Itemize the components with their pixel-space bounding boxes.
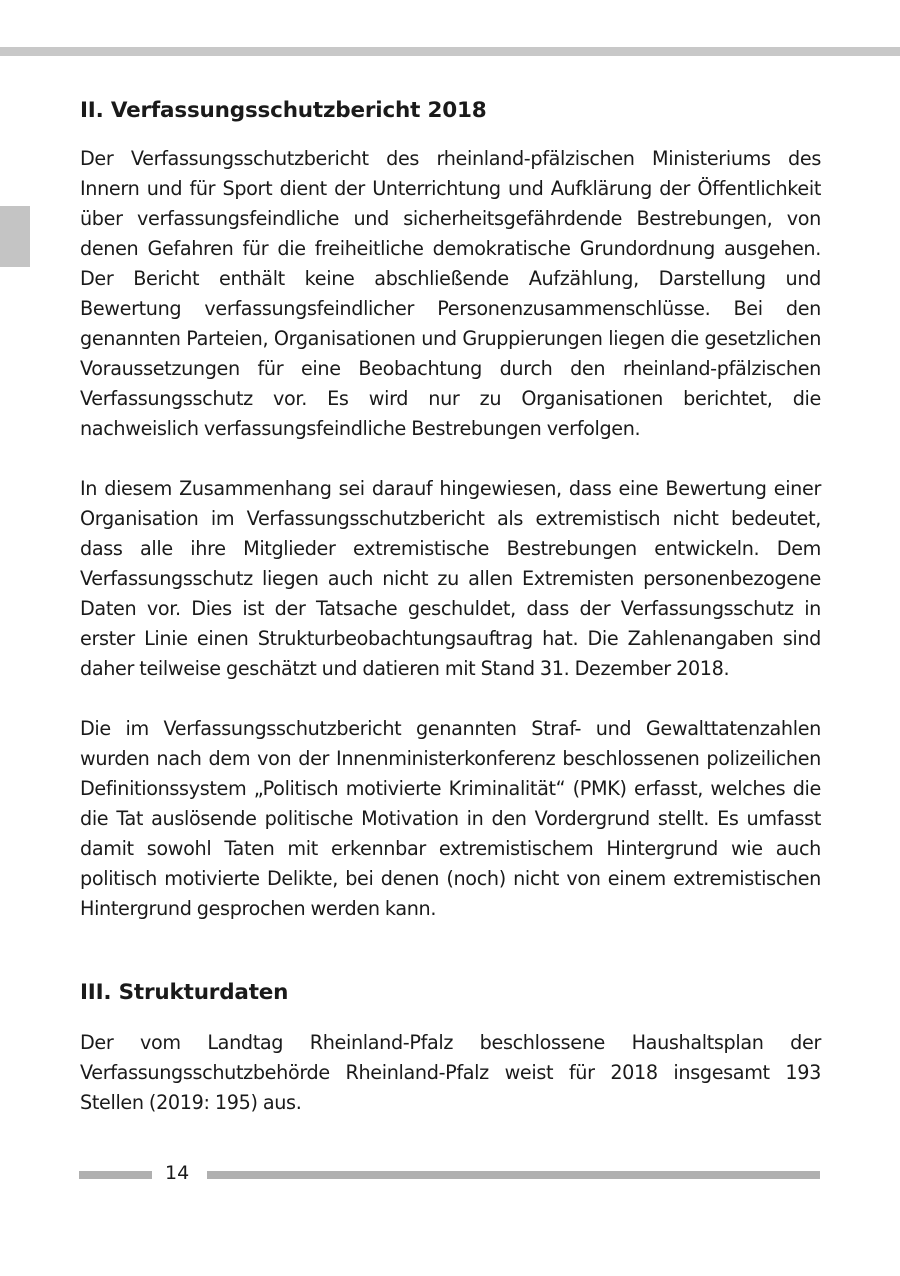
paragraph-pmk-definition: Die im Verfassungsschutzbericht genannten Straf- und Gewalttatenzahlen wurden nach dem von der Innenministerkonferenz beschlossenen polizeilichen Definitionssystem „Politisch motivierte Kriminalität“ (PMK) erfasst, welches die die Tat auslösende politische Motivation in den Vordergrund stellt. Es umfasst damit sowohl Taten mit erkennbar extremistischem Hintergrund wie auch politisch motivierte Delikte, bei denen (noch) nicht von einem extremistischen Hintergrund gesprochen werden kann. [80, 717, 821, 920]
section-heading-strukturdaten: III. Strukturdaten [80, 980, 289, 1005]
footer-rule-right [207, 1171, 820, 1179]
page-content [80, 92, 821, 1118]
page-number: 14 [165, 1162, 190, 1184]
paragraph-extremism-note: In diesem Zusammenhang sei darauf hingewiesen, dass eine Bewertung einer Organisation im Verfassungsschutzbericht als extremistisch nicht bedeutet, dass alle ihre Mitglieder extremistische Bestrebungen entwickeln. Dem Verfassungsschutz liegen auch nicht zu allen Extremisten personenbezogene Daten vor. Dies ist der Tatsache geschuldet, dass der Verfassungsschutz in erster Linie einen Strukturbeobachtungsauftrag hat. Die Zahlenangaben sind daher teilweise geschätzt und datieren mit Stand 31. Dezember 2018. [80, 477, 821, 680]
top-rule [0, 47, 900, 56]
paragraph-purpose: Der Verfassungsschutzbericht des rheinland-pfälzischen Ministeriums des Innern und für Sport dient der Unterrichtung und Aufklärung der Öffentlichkeit über verfassungsfeindliche und sicherheitsgefährdende Bestrebungen, von denen Gefahren für die freiheitliche demokratische Grundordnung ausgehen. Der Bericht enthält keine abschließende Aufzählung, Darstellung und Bewertung verfassungsfeindlicher Personenzusammenschlüsse. Bei den genannten Parteien, Organisationen und Gruppierungen liegen die gesetzlichen Voraussetzungen für eine Beobachtung durch den rheinland-pfälzischen Verfassungsschutz vor. Es wird nur zu Organisationen berichtet, die nachweislich verfassungsfeindliche Bestrebungen verfolgen. [80, 147, 821, 440]
paragraph-budget-positions: Der vom Landtag Rheinland-Pfalz beschlossene Haushaltsplan der Verfassungsschutzbehörde Rheinland-Pfalz weist für 2018 insgesamt 193 Stellen (2019: 195) aus. [80, 1031, 821, 1114]
section-heading-verfassungsschutzbericht: II. Verfassungsschutzbericht 2018 [80, 98, 487, 123]
page-footer [79, 1158, 820, 1188]
footer-rule-left [79, 1171, 152, 1179]
chapter-tab-marker [0, 206, 30, 267]
